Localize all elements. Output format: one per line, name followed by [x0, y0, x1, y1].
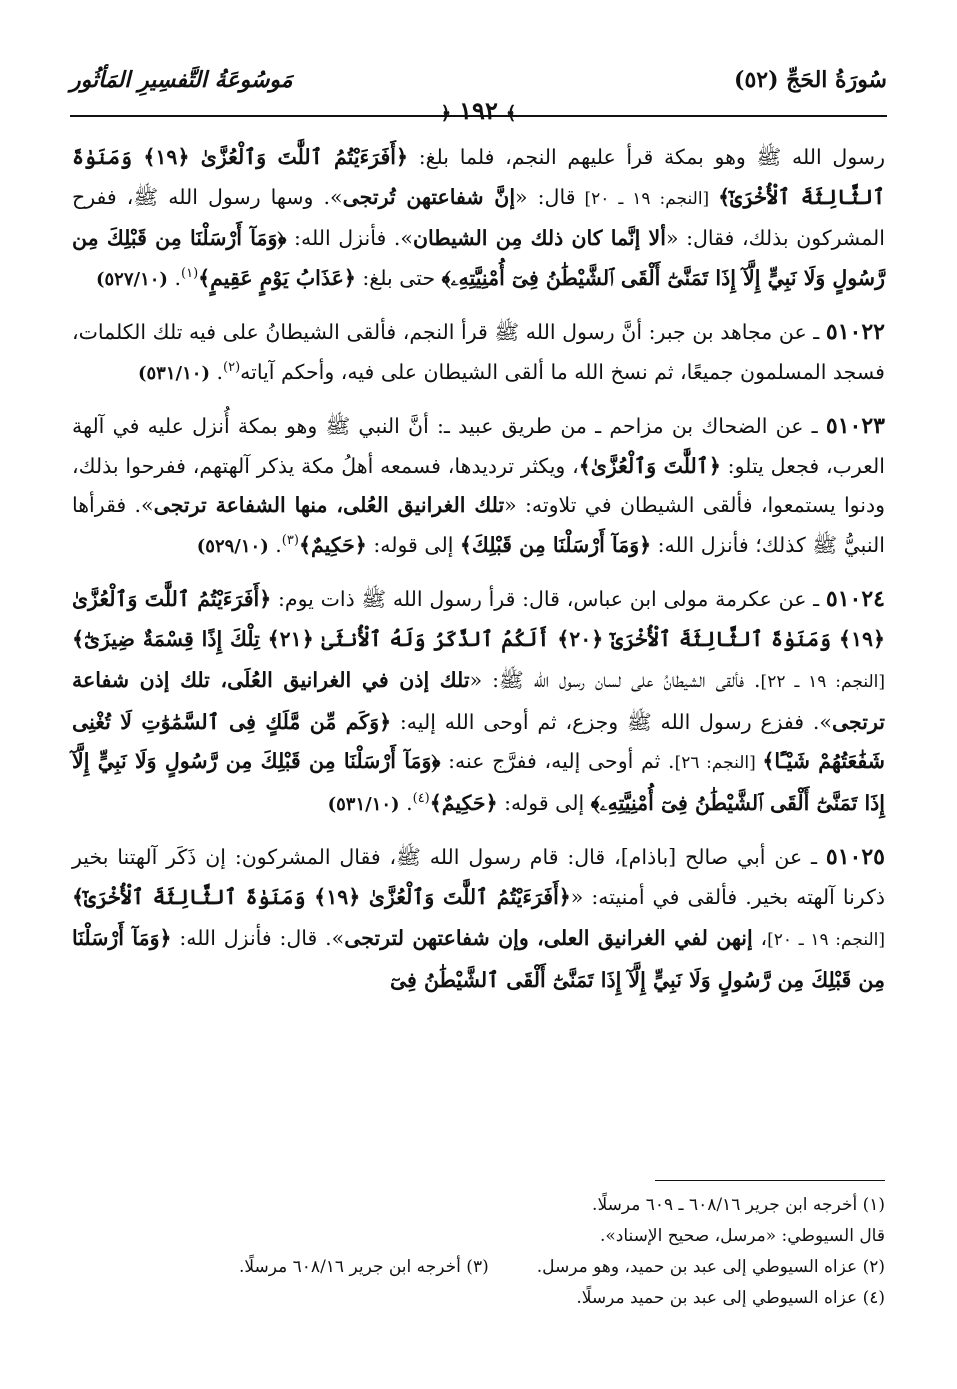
paragraph-continued: رسول الله ﷺ وهو بمكة قرأ عليهم النجم، فلما بلغ: ﴿أَفَرَءَيْتُمُ ٱللَّٰتَ وَٱلْعُزَّىٰ ﴿١٩﴾ وَمَنَوٰةَ ٱلثَّالِثَةَ ٱلْأُخْرَىٰٓ﴾ [النجم: ١٩ ـ ٢٠] قال: «إنَّ شفاعتهن تُرتجى». وسها رسول الله ﷺ، ففرح المشركون بذلك، فقال: «ألا إنَّما كان ذلك مِن الشيطان». فأنزل الله: ﴿وَمَآ أَرْسَلْنَا مِن قَبْلِكَ مِن رَّسُولٍ وَلَا نَبِيٍّ إِلَّآ إِذَا تَمَنَّىٰٓ أَلْقَى ٱلشَّيْطَٰنُ فِىٓ أُمْنِيَّتِهِۦ﴾ حتى بلغ: ﴿عَذَابُ يَوْمٍ عَقِيمٍ﴾$^{(١)}$. (٥٢٧/١٠) — [72, 145, 885, 290]
footnote-row — [72, 1252, 885, 1283]
quran-quote: ﴿وَمَآ أَرْسَلْنَا مِن قَبْلِكَ مِن رَّسُولٍ وَلَا نَبِيٍّ إِلَّآ إِذَا تَمَنَّىٰٓ أَلْقَى ٱلشَّيْطَٰنُ فِىٓ — [72, 926, 885, 992]
volume-citation: (٥٣١/١٠) — [327, 793, 400, 815]
quran-quote: ﴿أَفَرَءَيْتُمُ ٱللَّٰتَ وَٱلْعُزَّىٰ ﴿١٩﴾ وَمَنَوٰةَ ٱلثَّالِثَةَ ٱلْأُخْرَىٰٓ﴾ — [72, 884, 571, 909]
narration-51022: ٥١٠٢٢ ـ عن مجاهد بن جبر: أنَّ رسول الله ﷺ قرأ النجم، فألقى الشيطانُ على فيه تلك الكلمات، فسجد المسلمون جميعًا، ثم نسخ الله ما ألقى الشيطان على فيه، وأحكم آياته$^{(٢)}$. (٥٣١/١٠) — [72, 319, 885, 384]
volume-citation: (٥٢٧/١٠) — [95, 268, 168, 290]
running-head — [70, 62, 887, 98]
quran-quote: ﴿وَكَم مِّن مَّلَكٍ فِى ٱلسَّمَٰوَٰتِ لَا تُغْنِى شَفَٰعَتُهُمْ شَيْـًٔا﴾ — [72, 709, 885, 773]
narration-51023: ٥١٠٢٣ ـ عن الضحاك بن مزاحم ـ من طريق عبيد ـ: أنَّ النبي ﷺ وهو بمكة أُنزل عليه في آلهة العرب، فجعل يتلو: ﴿ٱللَّٰتَ وَٱلْعُزَّىٰ﴾، ويكثر ترديدها، فسمعه أهلُ مكة يذكر آلهتهم، ففرحوا بذلك، ودنوا يستمعوا، فألقى الشيطان في تلاوته: «تلك الغرانيق العُلى، منها الشفاعة ترتجى». فقرأها النبيُّ ﷺ كذلك؛ فأنزل الله: ﴿وَمَآ أَرْسَلْنَا مِن قَبْلِكَ﴾ إلى قوله: ﴿حَكِيمٌ﴾$^{(٣)}$. (٥٢٩/١٠) — [72, 413, 886, 557]
footnote-2: (٢) عزاه السيوطي إلى عبد بن حميد، وهو مرسل. — [536, 1257, 885, 1277]
footnote-marker: (٢) — [223, 359, 241, 375]
footnote-4: (٤) عزاه السيوطي إلى عبد بن حميد مرسلًا. — [576, 1288, 885, 1308]
book-title: مَوسُوعَةُ التَّفسِيرِ المَأثُور — [70, 67, 293, 93]
footnote-marker: (٣) — [281, 532, 299, 548]
narration-number: ٥١٠٢٤ — [825, 586, 885, 612]
verse-ref: [النجم: ١٩ ـ ٢٠] — [767, 930, 885, 950]
ornament-icon: ﴿ — [440, 103, 452, 124]
quran-quote: ﴿عَذَابُ يَوْمٍ عَقِيمٍ﴾ — [198, 265, 356, 290]
volume-citation: (٥٣١/١٠) — [137, 362, 210, 384]
page-number: ﴿ ١٩٢ ﴾ — [0, 96, 957, 125]
footnote-marker: (٤) — [412, 790, 430, 806]
footnote-1-note: قال السيوطي: «مرسل، صحيح الإسناد». — [599, 1226, 885, 1246]
header-divider — [70, 115, 887, 117]
volume-citation: (٥٢٩/١٠) — [196, 535, 269, 557]
footnote-1: (١) أخرجه ابن جرير ٦٠٨/١٦ ـ ٦٠٩ مرسلًا. — [592, 1195, 885, 1215]
narration-number: ٥١٠٢٥ — [825, 844, 885, 870]
quran-quote: ﴿حَكِيمٌ﴾ — [298, 532, 367, 557]
verse-ref: [النجم: ١٩ ـ ٢٢] — [760, 672, 885, 692]
verse-ref: [النجم: ١٩ ـ ٢٠] — [575, 188, 719, 209]
quran-quote: ﴿أَفَرَءَيْتُمُ ٱللَّٰتَ وَٱلْعُزَّىٰ ﴿١٩﴾ وَمَنَوٰةَ ٱلثَّالِثَةَ ٱلْأُخْرَىٰٓ﴾ — [72, 145, 885, 209]
surah-title: سُورَةُ الحَجِّ (٥٢) — [734, 67, 887, 93]
quran-quote: ﴿حَكِيمٌ﴾ — [429, 790, 498, 815]
footnotes — [72, 1190, 885, 1314]
quran-quote: ﴿وَمَآ أَرْسَلْنَا مِن قَبْلِكَ مِن رَّسُولٍ وَلَا نَبِيٍّ إِلَّآ إِذَا تَمَنَّىٰٓ أَلْقَى ٱلشَّيْطَٰنُ فِىٓ أُمْنِيَّتِهِۦ﴾ — [72, 226, 885, 290]
main-text — [72, 138, 885, 1014]
quran-quote: ﴿أَفَرَءَيْتُمُ ٱللَّٰتَ وَٱلْعُزَّىٰ ﴿١٩﴾ وَمَنَوٰةَ ٱلثَّالِثَةَ ٱلْأُخْرَىٰٓ ﴿٢٠﴾ أَلَكُمُ ٱلذَّكَرُ وَلَهُ ٱلْأُنثَىٰ ﴿٢١﴾ تِلْكَ إِذًا قِسْمَةٌ ضِيزَىٰٓ﴾ — [72, 587, 885, 651]
narration-51025: ٥١٠٢٥ ـ عن أبي صالح [باذام]، قال: قام رسول الله ﷺ، فقال المشركون: إن ذَكَر آلهتنا بخير ذكرنا آلهته بخير. فألقى في أمنيته: «﴿أَفَرَءَيْتُمُ ٱللَّٰتَ وَٱلْعُزَّىٰ ﴿١٩﴾ وَمَنَوٰةَ ٱلثَّالِثَةَ ٱلْأُخْرَىٰٓ﴾ [النجم: ١٩ ـ ٢٠]، إنهن لفي الغرانيق العلى، وإن شفاعتهن لترتجى». قال: فأنزل الله: ﴿وَمَآ أَرْسَلْنَا مِن قَبْلِكَ مِن رَّسُولٍ وَلَا نَبِيٍّ إِلَّآ إِذَا تَمَنَّىٰٓ أَلْقَى ٱلشَّيْطَٰنُ فِىٓ — [72, 844, 885, 992]
quran-quote: ﴿ٱللَّٰتَ وَٱلْعُزَّىٰ﴾ — [578, 453, 721, 478]
verse-ref: [النجم: ٢٦] — [674, 753, 763, 773]
footnote-divider — [655, 1180, 885, 1181]
narration-number: ٥١٠٢٢ — [825, 319, 885, 345]
quran-quote: ﴿وَمَآ أَرْسَلْنَا مِن قَبْلِكَ﴾ — [459, 532, 652, 557]
footnote-3: (٣) أخرجه ابن جرير ٦٠٨/١٦ مرسلًا. — [238, 1257, 489, 1277]
narration-51024: ٥١٠٢٤ ـ عن عكرمة مولى ابن عباس، قال: قرأ رسول الله ﷺ ذات يوم: ﴿أَفَرَءَيْتُمُ ٱللَّٰتَ وَٱلْعُزَّىٰ ﴿١٩﴾ وَمَنَوٰةَ ٱلثَّالِثَةَ ٱلْأُخْرَىٰٓ ﴿٢٠﴾ أَلَكُمُ ٱلذَّكَرُ وَلَهُ ٱلْأُنثَىٰ ﴿٢١﴾ تِلْكَ إِذًا قِسْمَةٌ ضِيزَىٰٓ﴾ [النجم: ١٩ ـ ٢٢]. فألقى الشيطانُ على لسان رسول الله ﷺ: «تلك إذن في الغرانيق العُلَى، تلك إذن شفاعة ترتجى». ففزع رسول الله ﷺ وجزع، ثم أوحى الله إليه: ﴿وَكَم مِّن مَّلَكٍ فِى ٱلسَّمَٰوَٰتِ لَا تُغْنِى شَفَٰعَتُهُمْ شَيْـًٔا﴾ [النجم: ٢٦]. ثم أوحى إليه، ففرَّج عنه: ﴿وَمَآ أَرْسَلْنَا مِن قَبْلِكَ مِن رَّسُولٍ وَلَا نَبِيٍّ إِلَّآ إِذَا تَمَنَّىٰٓ أَلْقَى ٱلشَّيْطَٰنُ فِىٓ أُمْنِيَّتِهِۦ﴾ إلى قوله: ﴿حَكِيمٌ﴾$^{(٤)}$. (٥٣١/١٠) — [72, 586, 885, 815]
ornament-icon: ﴾ — [505, 103, 517, 124]
quran-quote: ﴿وَمَآ أَرْسَلْنَا مِن قَبْلِكَ مِن رَّسُولٍ وَلَا نَبِيٍّ إِلَّآ إِذَا تَمَنَّىٰٓ أَلْقَى ٱلشَّيْطَٰنُ فِىٓ أُمْنِيَّتِهِۦ﴾ — [72, 749, 885, 815]
narration-number: ٥١٠٢٣ — [825, 413, 885, 439]
footnote-marker: (١) — [181, 265, 199, 281]
